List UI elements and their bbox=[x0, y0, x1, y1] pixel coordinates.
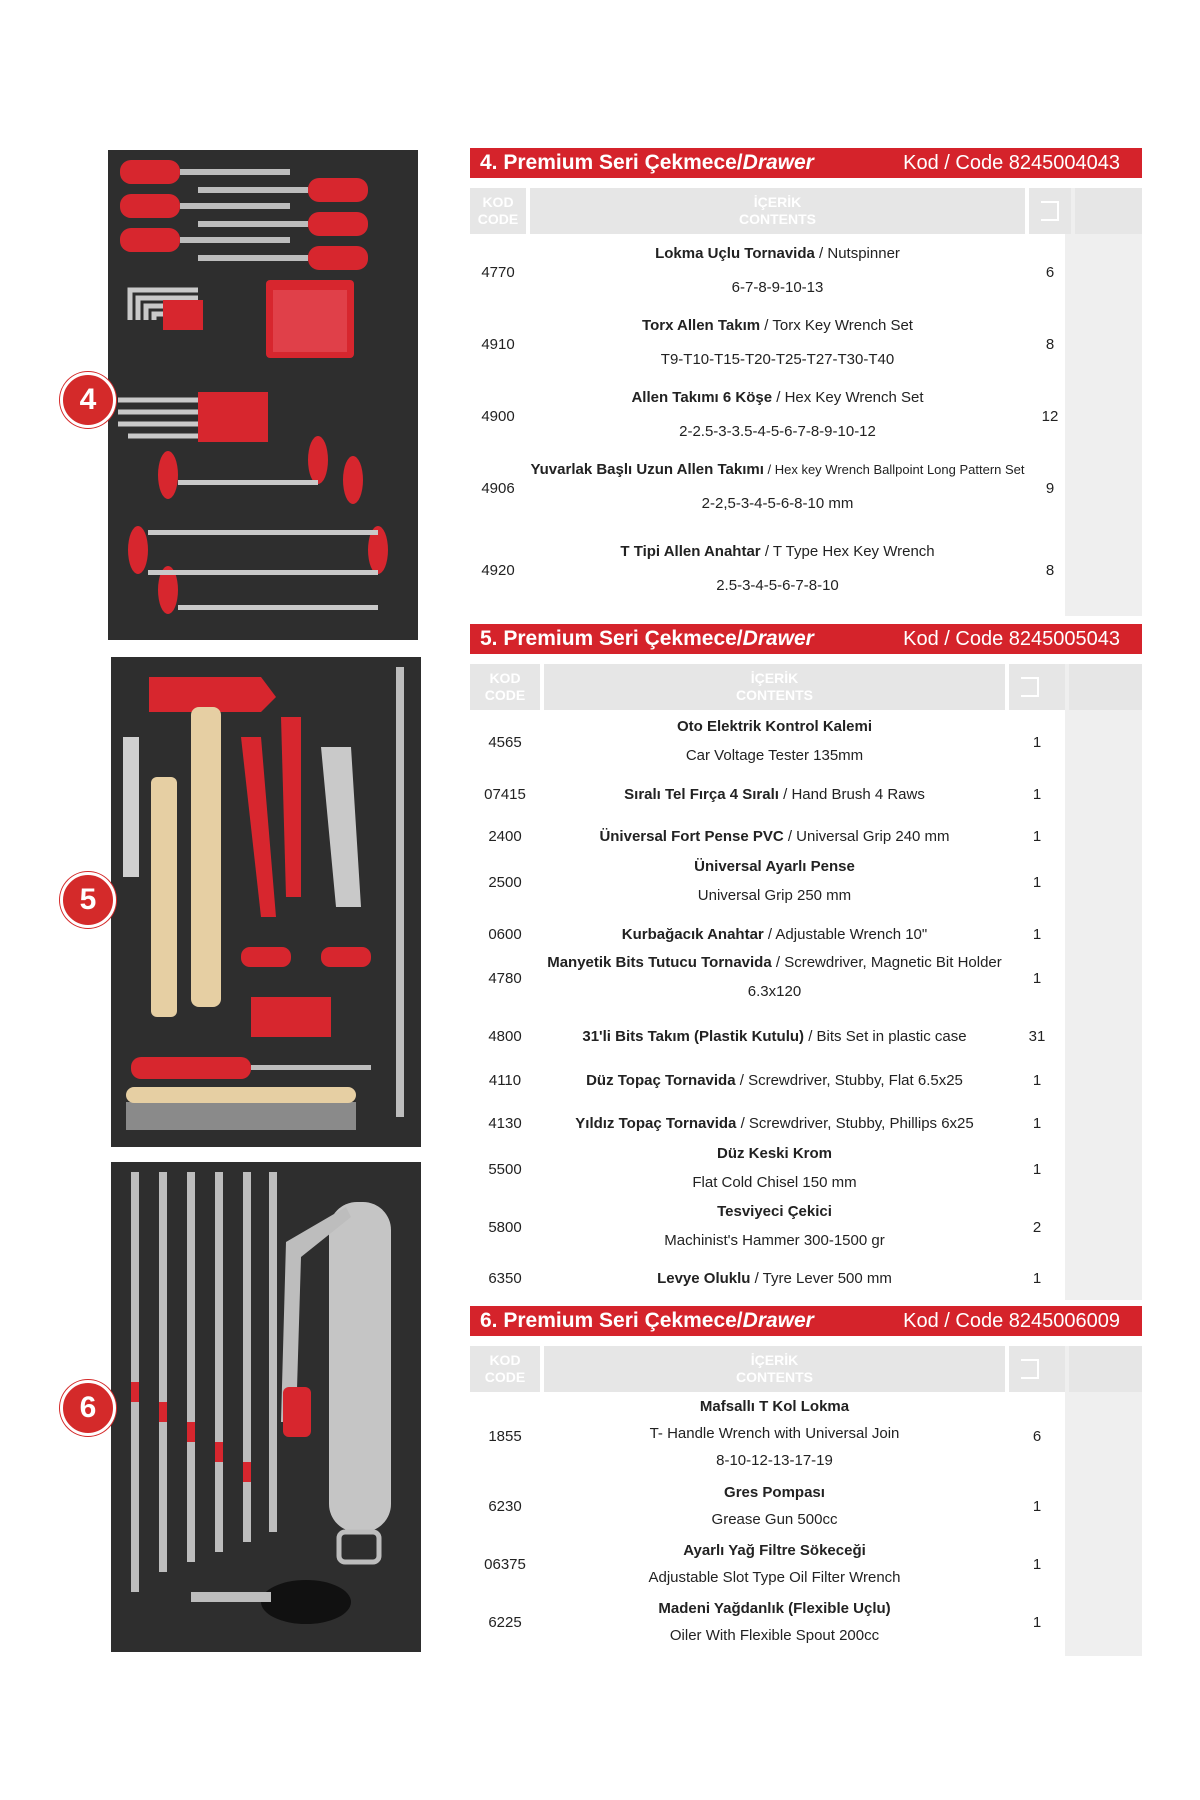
drawer-6-title-bar bbox=[470, 1306, 1142, 1336]
item-desc: Düz Keski Krom Flat Cold Chisel 150 mm bbox=[692, 1145, 857, 1191]
header-spacer bbox=[1069, 1346, 1142, 1392]
item-code: 6225 bbox=[488, 1614, 522, 1631]
item-code: 06375 bbox=[484, 1556, 526, 1573]
item-qty: 6 bbox=[1032, 1428, 1042, 1445]
item-code: 07415 bbox=[484, 786, 526, 803]
item-qty: 1 bbox=[1032, 970, 1042, 987]
drawer-5-photo bbox=[111, 657, 421, 1147]
table-row bbox=[470, 540, 1142, 606]
item-desc: Lokma Uçlu Tornavida / Nutspinner 6-7-8-9-10-13 bbox=[655, 245, 900, 296]
item-desc: Sıralı Tel Fırça 4 Sıralı / Hand Brush 4 Raws bbox=[624, 786, 925, 803]
table-row bbox=[470, 822, 1142, 856]
drawer-6-title: 6. Premium Seri Çekmece/Drawer bbox=[480, 1309, 814, 1332]
table-row bbox=[470, 1266, 1142, 1300]
item-desc: Mafsallı T Kol Lokma T- Handle Wrench with Universal Join 8-10-12-13-17-19 bbox=[649, 1398, 900, 1469]
item-code: 2400 bbox=[488, 828, 522, 845]
table-row bbox=[470, 718, 1142, 774]
item-code: 6230 bbox=[488, 1498, 522, 1515]
item-qty: 1 bbox=[1032, 1614, 1042, 1631]
item-qty: 12 bbox=[1041, 408, 1059, 425]
table-header bbox=[470, 1346, 1142, 1392]
item-desc: Yıldız Topaç Tornavida / Screwdriver, Stubby, Phillips 6x25 bbox=[575, 1115, 974, 1132]
code-header: KOD CODE bbox=[470, 664, 540, 710]
item-qty: 1 bbox=[1032, 926, 1042, 943]
drawer-4-section bbox=[470, 148, 1142, 616]
item-code: 6350 bbox=[488, 1270, 522, 1287]
qty-header bbox=[1029, 188, 1071, 234]
item-code: 4920 bbox=[481, 562, 515, 579]
item-qty: 1 bbox=[1032, 874, 1042, 891]
item-code: 1855 bbox=[488, 1428, 522, 1445]
item-qty: 8 bbox=[1045, 336, 1055, 353]
table-row bbox=[470, 780, 1142, 814]
drawer-4-badge: 4 bbox=[60, 372, 116, 428]
drawer-4-photo bbox=[108, 150, 418, 640]
table-row bbox=[470, 1145, 1142, 1201]
box-icon bbox=[1021, 677, 1039, 697]
box-icon bbox=[1041, 201, 1059, 221]
item-code: 5500 bbox=[488, 1161, 522, 1178]
table-row bbox=[470, 1109, 1142, 1143]
drawer-4-title: 4. Premium Seri Çekmece/Drawer bbox=[480, 151, 814, 174]
item-qty: 1 bbox=[1032, 734, 1042, 751]
item-code: 5800 bbox=[488, 1219, 522, 1236]
table-row bbox=[470, 920, 1142, 954]
drawer-6-badge: 6 bbox=[60, 1380, 116, 1436]
header-spacer bbox=[1069, 664, 1142, 710]
item-code: 4906 bbox=[481, 480, 515, 497]
drawer-6-photo bbox=[111, 1162, 421, 1652]
qty-header bbox=[1009, 664, 1065, 710]
table-header bbox=[470, 664, 1142, 710]
drawer-5-title-bar bbox=[470, 624, 1142, 654]
item-code: 4910 bbox=[481, 336, 515, 353]
table-row bbox=[470, 1398, 1142, 1482]
contents-header: İÇERİK CONTENTS bbox=[530, 188, 1025, 234]
item-code: 4565 bbox=[488, 734, 522, 751]
item-qty: 1 bbox=[1032, 1270, 1042, 1287]
item-qty: 1 bbox=[1032, 1161, 1042, 1178]
item-qty: 31 bbox=[1028, 1028, 1046, 1045]
item-code: 4800 bbox=[488, 1028, 522, 1045]
item-desc: Ayarlı Yağ Filtre Sökeceği Adjustable Slot Type Oil Filter Wrench bbox=[648, 1542, 901, 1586]
drawer-6-section bbox=[470, 1306, 1142, 1656]
item-qty: 1 bbox=[1032, 1556, 1042, 1573]
drawer-4-code: Kod / Code 8245004043 bbox=[903, 152, 1120, 174]
item-desc: Üniversal Fort Pense PVC / Universal Grip 240 mm bbox=[599, 828, 950, 845]
item-qty: 8 bbox=[1045, 562, 1055, 579]
item-qty: 9 bbox=[1045, 480, 1055, 497]
table-row bbox=[470, 1484, 1142, 1540]
table-row bbox=[470, 386, 1142, 452]
contents-header: İÇERİK CONTENTS bbox=[544, 664, 1005, 710]
table-row bbox=[470, 1203, 1142, 1259]
item-qty: 1 bbox=[1032, 828, 1042, 845]
item-desc: Madeni Yağdanlık (Flexible Uçlu) Oiler With Flexible Spout 200cc bbox=[658, 1600, 891, 1644]
table-row bbox=[470, 954, 1142, 1010]
item-desc: Levye Oluklu / Tyre Lever 500 mm bbox=[657, 1270, 892, 1287]
item-qty: 1 bbox=[1032, 786, 1042, 803]
item-qty: 1 bbox=[1032, 1072, 1042, 1089]
table-row bbox=[470, 1022, 1142, 1056]
item-code: 4110 bbox=[488, 1072, 522, 1089]
contents-header: İÇERİK CONTENTS bbox=[544, 1346, 1005, 1392]
item-desc: Düz Topaç Tornavida / Screwdriver, Stubby, Flat 6.5x25 bbox=[586, 1072, 963, 1089]
drawer-5-code: Kod / Code 8245005043 bbox=[903, 628, 1120, 650]
item-desc: Yuvarlak Başlı Uzun Allen Takımı / Hex key Wrench Ballpoint Long Pattern Set 2-2,5-3-4-5-6-8-10 mm bbox=[530, 461, 1025, 512]
item-code: 4130 bbox=[488, 1115, 522, 1132]
table-row bbox=[470, 858, 1142, 914]
box-icon bbox=[1021, 1359, 1039, 1379]
item-code: 0600 bbox=[488, 926, 522, 943]
item-desc: Torx Allen Takım / Torx Key Wrench Set T9-T10-T15-T20-T25-T27-T30-T40 bbox=[642, 317, 913, 368]
table-row bbox=[470, 1600, 1142, 1656]
drawer-5-badge: 5 bbox=[60, 872, 116, 928]
code-header: KOD CODE bbox=[470, 188, 526, 234]
item-desc: Tesviyeci Çekici Machinist's Hammer 300-1500 gr bbox=[664, 1203, 885, 1249]
drawer-6-code: Kod / Code 8245006009 bbox=[903, 1310, 1120, 1332]
item-desc: Oto Elektrik Kontrol Kalemi Car Voltage Tester 135mm bbox=[676, 718, 873, 764]
header-spacer bbox=[1075, 188, 1142, 234]
qty-header bbox=[1009, 1346, 1065, 1392]
item-code: 4770 bbox=[481, 264, 515, 281]
table-row bbox=[470, 1542, 1142, 1598]
item-desc: Üniversal Ayarlı Pense Universal Grip 250 mm bbox=[694, 858, 855, 904]
item-desc: Kurbağacık Anahtar / Adjustable Wrench 10" bbox=[621, 926, 928, 943]
item-desc: Manyetik Bits Tutucu Tornavida / Screwdriver, Magnetic Bit Holder 6.3x120 bbox=[547, 954, 1002, 1000]
drawer-4-title-bar bbox=[470, 148, 1142, 178]
item-qty: 1 bbox=[1032, 1498, 1042, 1515]
item-qty: 1 bbox=[1032, 1115, 1042, 1132]
table-row bbox=[470, 242, 1142, 308]
code-header: KOD CODE bbox=[470, 1346, 540, 1392]
item-qty: 2 bbox=[1032, 1219, 1042, 1236]
item-code: 2500 bbox=[488, 874, 522, 891]
item-code: 4900 bbox=[481, 408, 515, 425]
item-code: 4780 bbox=[488, 970, 522, 987]
drawer-5-section bbox=[470, 624, 1142, 1300]
item-desc: 31'li Bits Takım (Plastik Kutulu) / Bits Set in plastic case bbox=[582, 1028, 967, 1045]
item-desc: Allen Takımı 6 Köşe / Hex Key Wrench Set 2-2.5-3-3.5-4-5-6-7-8-9-10-12 bbox=[631, 389, 924, 440]
table-header bbox=[470, 188, 1142, 234]
item-desc: Gres Pompası Grease Gun 500cc bbox=[711, 1484, 838, 1528]
item-qty: 6 bbox=[1045, 264, 1055, 281]
table-row bbox=[470, 1066, 1142, 1100]
drawer-5-title: 5. Premium Seri Çekmece/Drawer bbox=[480, 627, 814, 650]
table-row bbox=[470, 314, 1142, 380]
table-row bbox=[470, 458, 1142, 524]
item-desc: T Tipi Allen Anahtar / T Type Hex Key Wrench 2.5-3-4-5-6-7-8-10 bbox=[620, 543, 935, 594]
